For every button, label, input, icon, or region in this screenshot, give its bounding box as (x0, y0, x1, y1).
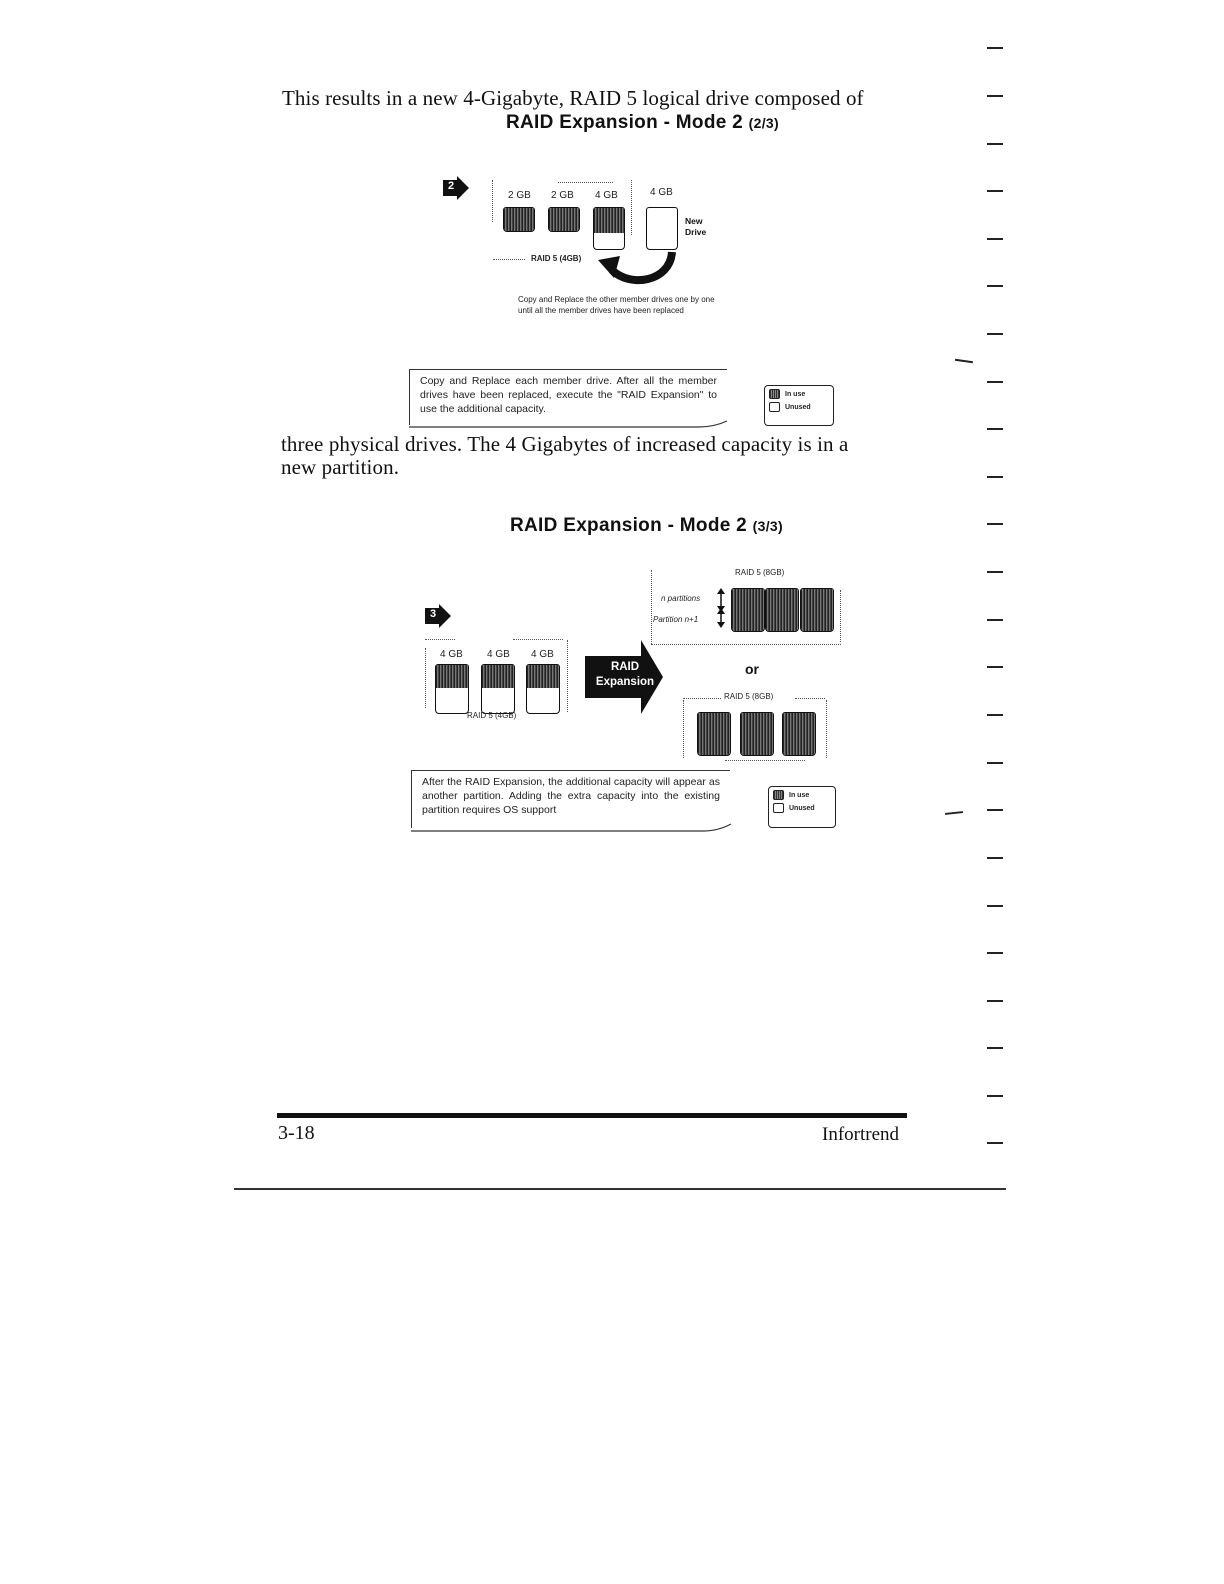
copy-replace-arrow-icon (590, 248, 680, 288)
raid-label: RAID 5 (4GB) (531, 254, 582, 263)
partitions-label: n partitions (661, 594, 701, 603)
drive-label: 2 GB (551, 190, 574, 201)
in-use-swatch-icon (769, 389, 780, 399)
expanded-drive-e (740, 712, 774, 756)
note-fold-icon (411, 823, 733, 833)
in-use-swatch-icon (773, 790, 784, 800)
drive-4gb-a (435, 664, 469, 714)
figure2-title-text: RAID Expansion - Mode 2 (510, 515, 748, 536)
drive-2gb-b (548, 207, 580, 232)
step-arrow-icon (443, 176, 469, 200)
note-fold-icon (409, 420, 729, 430)
footer-rule (277, 1113, 907, 1118)
figure1-caption: Copy and Replace the other member drives one by one until all the member drives have been replaced (518, 295, 715, 315)
expanded-drive-b (765, 588, 799, 632)
raid-expansion-label: RAID Expansion (595, 661, 655, 688)
paragraph-line-2: three physical drives. The 4 Gigabytes of increased capacity is in a (281, 432, 849, 456)
step-number: 3 (430, 608, 437, 620)
new-drive-label: New Drive (685, 216, 707, 237)
paragraph-line-1: This results in a new 4-Gigabyte, RAID 5 logical drive composed of (282, 86, 864, 110)
drive-label: 4 GB (440, 649, 463, 660)
unused-swatch-icon (769, 402, 780, 412)
page-edge-line (234, 1188, 1006, 1190)
or-label: or (745, 661, 759, 677)
figure1-diagram (440, 170, 820, 330)
drive-label: 4 GB (531, 649, 554, 660)
figure2-note: After the RAID Expansion, the additional capacity will appear as another partition. Adding the extra capacity into the existing partition requires OS support (411, 770, 730, 828)
step-number: 2 (448, 180, 455, 192)
drive-label: 2 GB (508, 190, 531, 201)
figure1-legend: In use Unused (764, 385, 834, 426)
drive-label: 4 GB (487, 649, 510, 660)
expanded-drive-f (782, 712, 816, 756)
expanded-drive-a (731, 588, 765, 632)
footer-brand: Infortrend (822, 1124, 900, 1145)
expanded-drive-c (800, 588, 834, 632)
figure1-note: Copy and Replace each member drive. After all the member drives have been replaced, execute the "RAID Expansion" to use the additional capacity. (409, 369, 727, 425)
figure1-title (506, 112, 779, 134)
new-drive (646, 207, 678, 250)
page-number: 3-18 (278, 1122, 315, 1144)
figure1-title-text: RAID Expansion - Mode 2 (506, 112, 744, 133)
figure2-subtitle: (3/3) (752, 518, 783, 534)
unused-swatch-icon (773, 803, 784, 813)
figure2-legend: In use Unused (768, 786, 836, 828)
partition-bracket-icon (716, 588, 726, 628)
paragraph-line-3: new partition. (281, 455, 400, 479)
drive-label: 4 GB (595, 190, 618, 201)
partition-label: Partition n+1 (653, 615, 699, 624)
raid-label-bottom: RAID 5 (8GB) (724, 692, 774, 701)
step-arrow-icon (425, 604, 451, 628)
raid-label-top: RAID 5 (8GB) (735, 568, 785, 577)
drive-label: 4 GB (650, 187, 673, 198)
figure2-diagram (415, 560, 845, 770)
drive-4gb-c (526, 664, 560, 714)
figure1-subtitle: (2/3) (748, 115, 779, 131)
drive-4gb-b (481, 664, 515, 714)
expanded-drive-d (697, 712, 731, 756)
figure2-title (510, 515, 783, 537)
drive-2gb-a (503, 207, 535, 232)
raid-label-left: RAID 5 (4GB) (467, 711, 517, 720)
drive-4gb (593, 207, 625, 250)
